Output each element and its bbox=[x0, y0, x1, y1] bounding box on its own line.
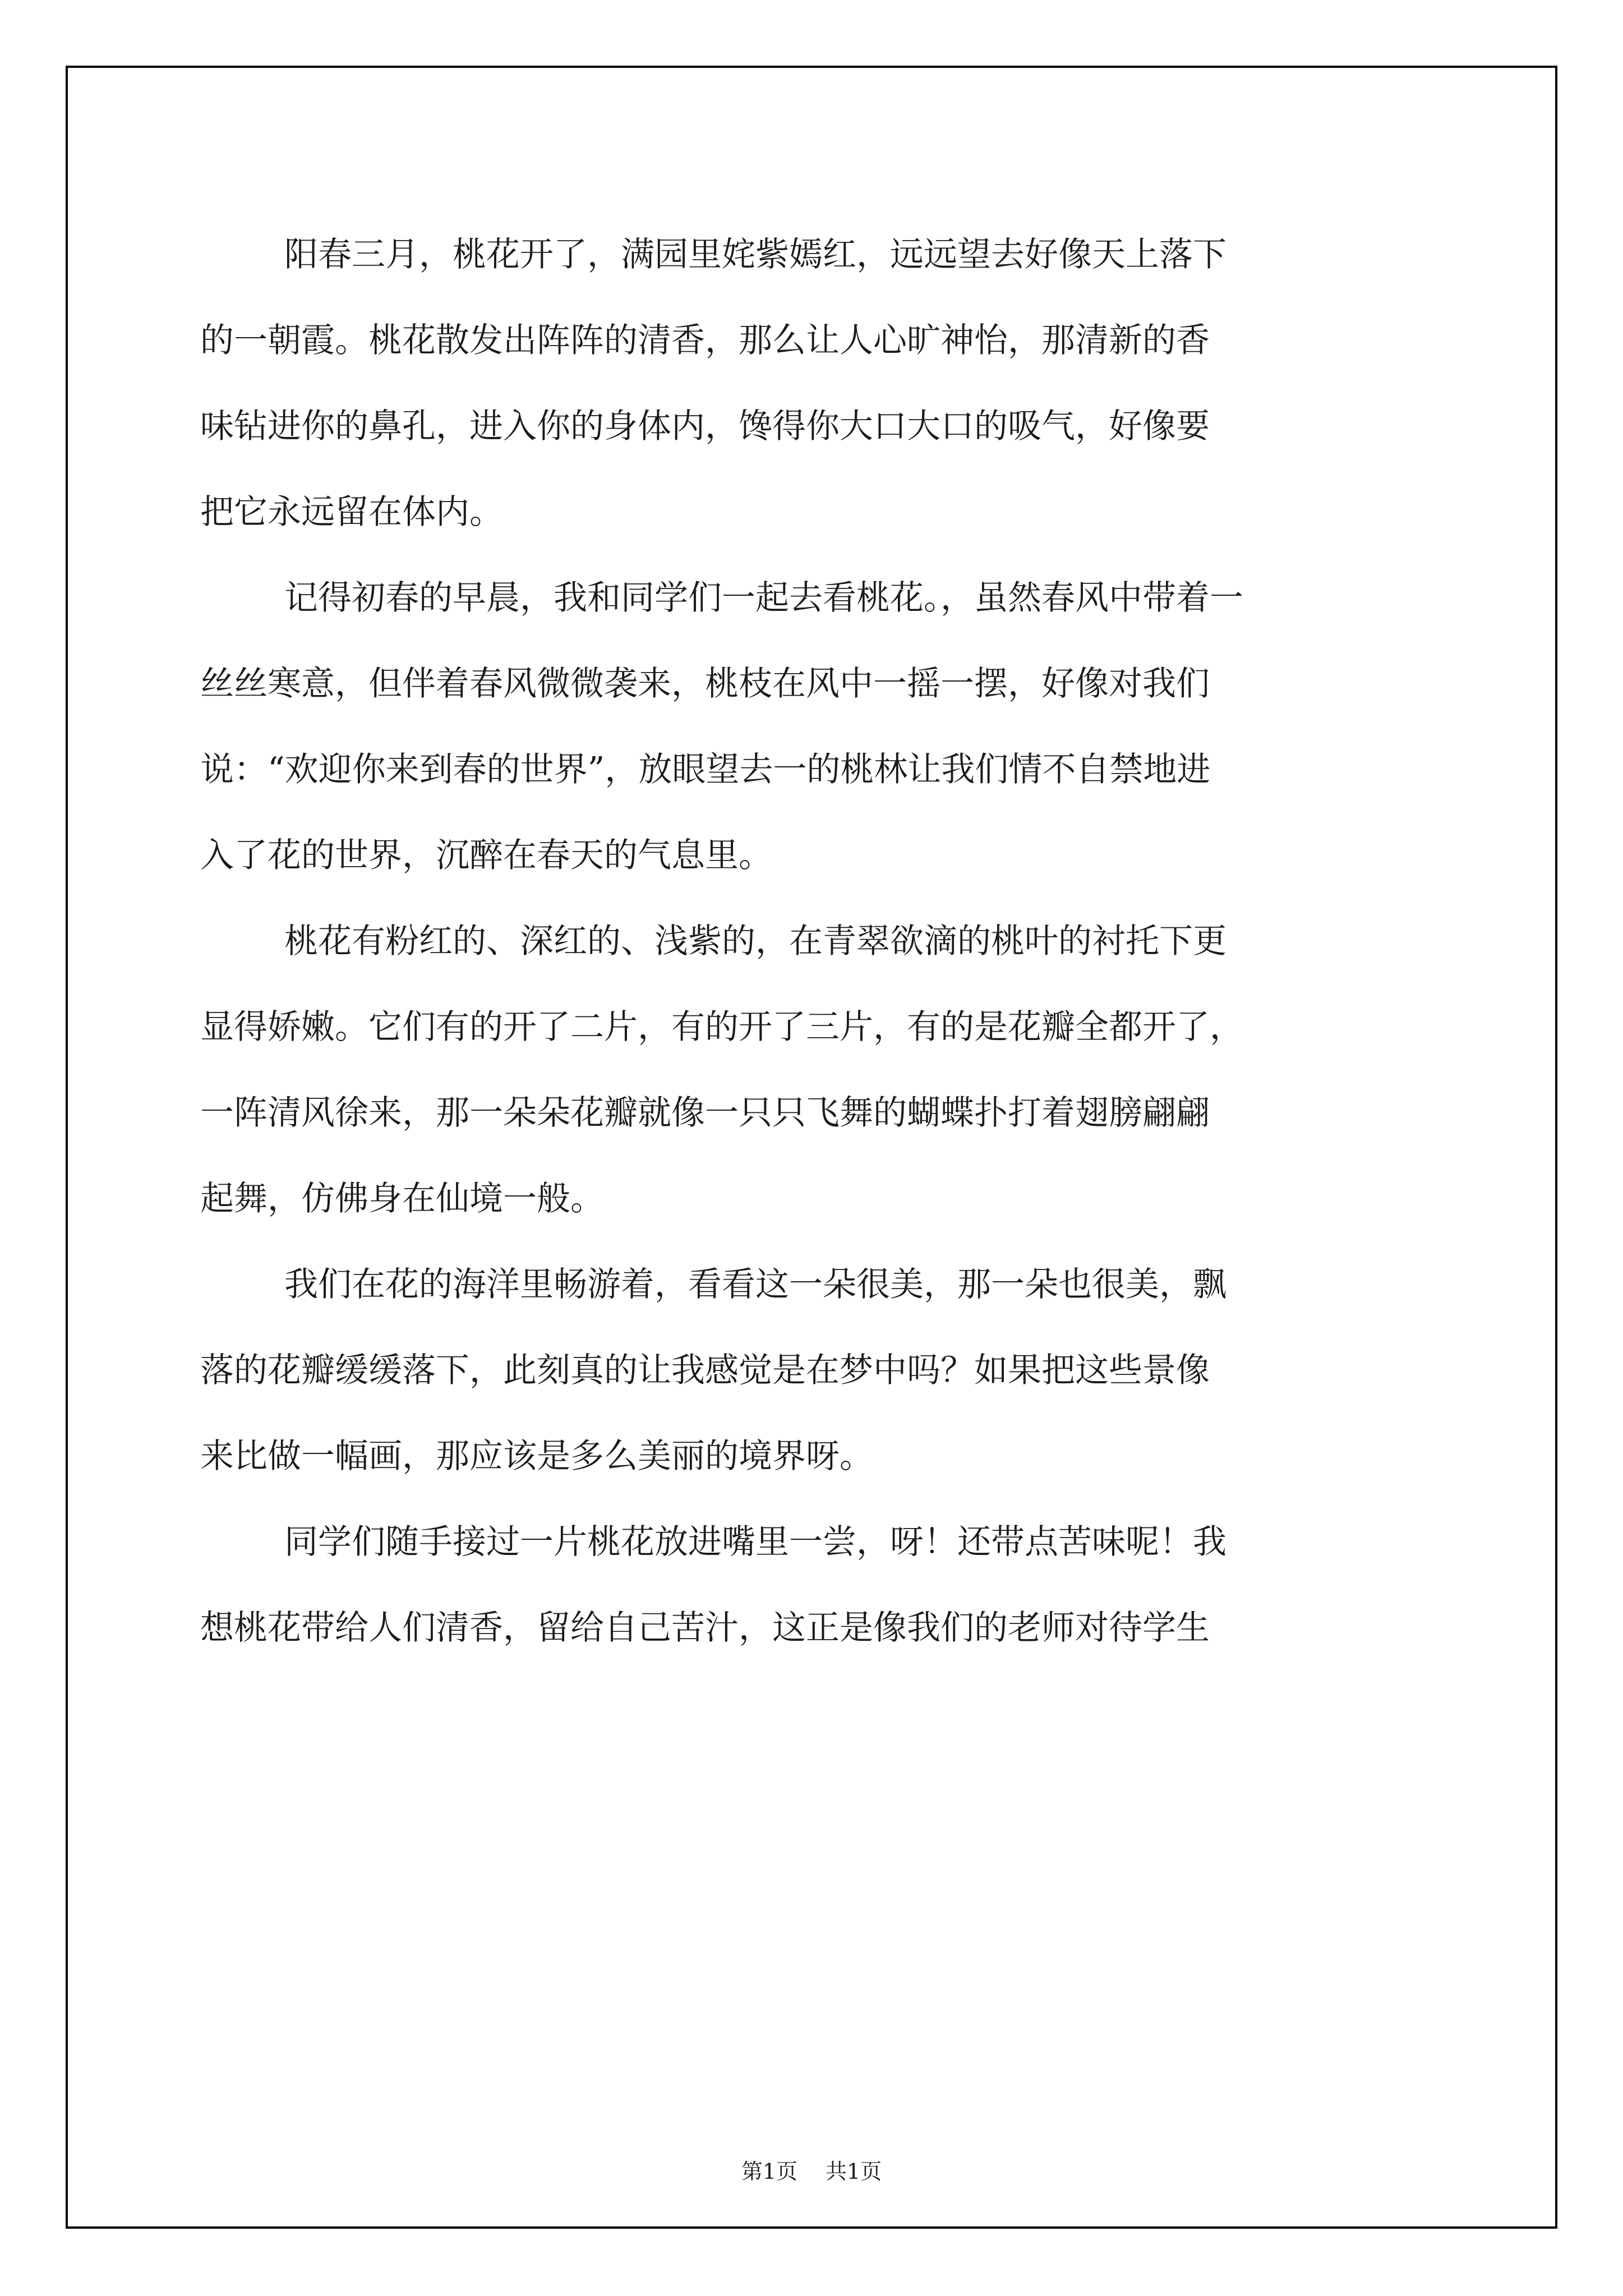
paragraph-4-line-2: 落的花瓣缓缓落下，此刻真的让我感觉是在梦中吗？如果把这些景像 bbox=[200, 1351, 1210, 1390]
document-body bbox=[200, 212, 1434, 1671]
paragraph-5-line-2: 想桃花带给人们清香，留给自己苦汁，这正是像我们的老师对待学生 bbox=[200, 1608, 1210, 1648]
paragraph-3-line-4: 起舞，仿佛身在仙境一般。 bbox=[200, 1179, 604, 1218]
paragraph-1-line-4: 把它永远留在体内。 bbox=[200, 493, 503, 532]
paragraph-3-line-2: 显得娇嫩。它们有的开了二片，有的开了三片，有的是花瓣全都开了， bbox=[200, 1007, 1243, 1047]
paragraph-1-line-1: 阳春三月，桃花开了，满园里姹紫嫣红，远远望去好像天上落下 bbox=[284, 235, 1227, 274]
paragraph-2-line-3: 说：“欢迎你来到春的世界”，放眼望去一的桃林让我们情不自禁地进 bbox=[200, 750, 1211, 789]
paragraph-3-line-3: 一阵清风徐来，那一朵朵花瓣就像一只只飞舞的蝴蝶扑打着翅膀翩翩 bbox=[200, 1093, 1210, 1133]
paragraph-1-line-2: 的一朝霞。桃花散发出阵阵的清香，那么让人心旷神怡，那清新的香 bbox=[200, 321, 1210, 360]
paragraph-4-line-3: 来比做一幅画，那应该是多么美丽的境界呀。 bbox=[200, 1437, 873, 1476]
page-number-current: 第1页 bbox=[741, 2159, 797, 2184]
paragraph-1-line-3: 味钻进你的鼻孔，进入你的身体内，馋得你大口大口的吸气，好像要 bbox=[200, 407, 1210, 446]
paragraph-2-line-4: 入了花的世界，沉醉在春天的气息里。 bbox=[200, 836, 772, 875]
paragraph-2-line-2: 丝丝寒意，但伴着春风微微袭来，桃枝在风中一摇一摆，好像对我们 bbox=[200, 664, 1210, 703]
page-footer bbox=[0, 2154, 1623, 2185]
page-number-total: 共1页 bbox=[826, 2159, 882, 2184]
paragraph-5-line-1: 同学们随手接过一片桃花放进嘴里一尝，呀！还带点苦味呢！我 bbox=[284, 1522, 1227, 1562]
paragraph-3-line-1: 桃花有粉红的、深红的、浅紫的，在青翠欲滴的桃叶的衬托下更 bbox=[284, 922, 1227, 961]
paragraph-4-line-1: 我们在花的海洋里畅游着，看看这一朵很美，那一朵也很美，飘 bbox=[284, 1265, 1227, 1304]
paragraph-2-line-1: 记得初春的早晨，我和同学们一起去看桃花。，虽然春风中带着一 bbox=[284, 578, 1243, 618]
